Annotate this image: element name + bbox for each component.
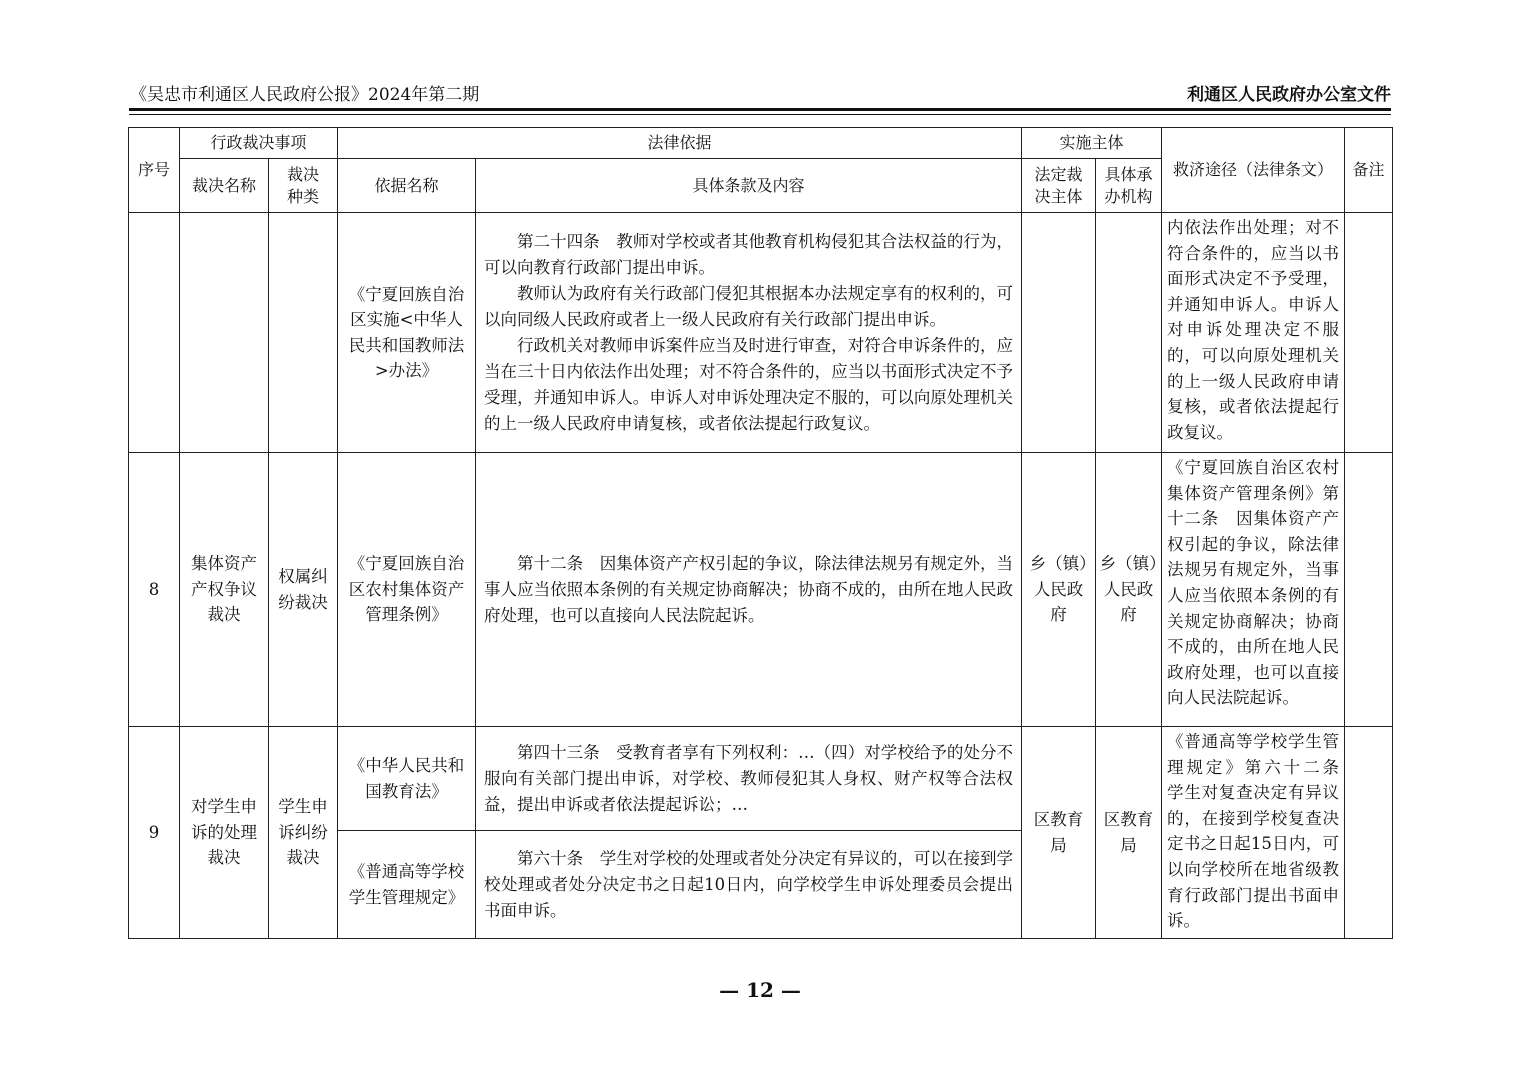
header-remedy: 救济途径（法律条文） (1162, 128, 1345, 213)
header-basis-group: 法律依据 (338, 128, 1022, 159)
header-legal-subject: 法定裁决主体 (1022, 159, 1096, 213)
row-seq: 8 (129, 453, 180, 727)
header-item-group: 行政裁决事项 (180, 128, 338, 159)
row-basis-name: 《中华人民共和国教育法》 (338, 727, 476, 831)
header-subject-group: 实施主体 (1022, 128, 1162, 159)
header-rule-thick (129, 108, 1391, 111)
header-basis-name: 依据名称 (338, 159, 476, 213)
row-basis-name: 《宁夏回族自治区实施<中华人民共和国教师法>办法》 (338, 213, 476, 453)
row-basis-name: 《普通高等学校学生管理规定》 (338, 831, 476, 939)
table-row (129, 453, 1393, 727)
row-handler (1096, 213, 1162, 453)
row-remedy: 内依法作出处理；对不符合条件的，应当以书面形式决定不予受理，并通知申诉人。申诉人对申诉处理决定不服的，可以向原处理机关的上一级人民政府申请复核，或者依法提起行政复议。 (1162, 213, 1345, 453)
header-publication-title: 《吴忠市利通区人民政府公报》2024年第二期 (130, 85, 480, 105)
header-basis-content: 具体条款及内容 (476, 159, 1022, 213)
row-note (1345, 213, 1393, 453)
adjudication-table (128, 127, 1393, 939)
row-handler: 乡（镇）人民政府 (1096, 453, 1162, 727)
row-remedy: 《普通高等学校学生管理规定》第六十二条 学生对复查决定有异议的，在接到学校复查决定书之日起15日内，可以向学校所在地省级教育行政部门提出书面申诉。 (1162, 727, 1345, 939)
row-handler: 区教育局 (1096, 727, 1162, 939)
header-item-name: 裁决名称 (180, 159, 269, 213)
row-type (269, 213, 338, 453)
row-legal-subject (1022, 213, 1096, 453)
row-provision-content (476, 453, 1022, 727)
table-row (129, 727, 1393, 831)
provision-paragraph: 行政机关对教师申诉案件应当及时进行审查，对符合申诉条件的，应当在三十日内依法作出处理；对不符合条件的，应当以书面形式决定不予受理，并通知申诉人。申诉人对申诉处理决定不服的，可以向原处理机关的上一级人民政府申请复核，或者依法提起行政复议。 (484, 335, 1014, 433)
header-handler: 具体承办机构 (1096, 159, 1162, 213)
row-name: 对学生申诉的处理裁决 (180, 727, 269, 939)
row-name: 集体资产产权争议裁决 (180, 453, 269, 727)
row-provision-content (476, 727, 1022, 831)
row-note (1345, 453, 1393, 727)
provision-paragraph: 第十二条 因集体资产产权引起的争议，除法律法规另有规定外，当事人应当依照本条例的有关规定协商解决；协商不成的，由所在地人民政府处理，也可以直接向人民法院起诉。 (484, 553, 1014, 625)
provision-paragraph: 第二十四条 教师对学校或者其他教育机构侵犯其合法权益的行为，可以向教育行政部门提出申诉。 (484, 231, 1014, 277)
header-rule-thin (129, 114, 1391, 115)
header-note: 备注 (1345, 128, 1393, 213)
row-type: 学生申诉纠纷裁决 (269, 727, 338, 939)
row-remedy: 《宁夏回族自治区农村集体资产管理条例》第十二条 因集体资产产权引起的争议，除法律法规另有规定外，当事人应当依照本条例的有关规定协商解决；协商不成的，由所在地人民政府处理，也可以直接向人民法院起诉。 (1162, 453, 1345, 727)
provision-paragraph: 第四十三条 受教育者享有下列权利：…（四）对学校给予的处分不服向有关部门提出申诉，对学校、教师侵犯其人身权、财产权等合法权益，提出申诉或者依法提起诉讼；… (484, 742, 1014, 814)
header-seq: 序号 (129, 128, 180, 213)
row-type: 权属纠纷裁决 (269, 453, 338, 727)
header-office-title: 利通区人民政府办公室文件 (1187, 85, 1391, 105)
provision-paragraph: 第六十条 学生对学校的处理或者处分决定有异议的，可以在接到学校处理或者处分决定书之日起10日内，向学校学生申诉处理委员会提出书面申诉。 (484, 848, 1014, 920)
row-provision-content (476, 831, 1022, 939)
header-item-type: 裁决种类 (269, 159, 338, 213)
row-seq (129, 213, 180, 453)
row-basis-name: 《宁夏回族自治区农村集体资产管理条例》 (338, 453, 476, 727)
row-legal-subject: 区教育局 (1022, 727, 1096, 939)
table-row (129, 213, 1393, 453)
row-name (180, 213, 269, 453)
row-legal-subject: 乡（镇）人民政府 (1022, 453, 1096, 727)
provision-paragraph: 教师认为政府有关行政部门侵犯其根据本办法规定享有的权利的，可以向同级人民政府或者上一级人民政府有关行政部门提出申诉。 (484, 283, 1014, 329)
page-number: — 12 — (719, 978, 801, 1002)
row-seq: 9 (129, 727, 180, 939)
row-provision-content (476, 213, 1022, 453)
